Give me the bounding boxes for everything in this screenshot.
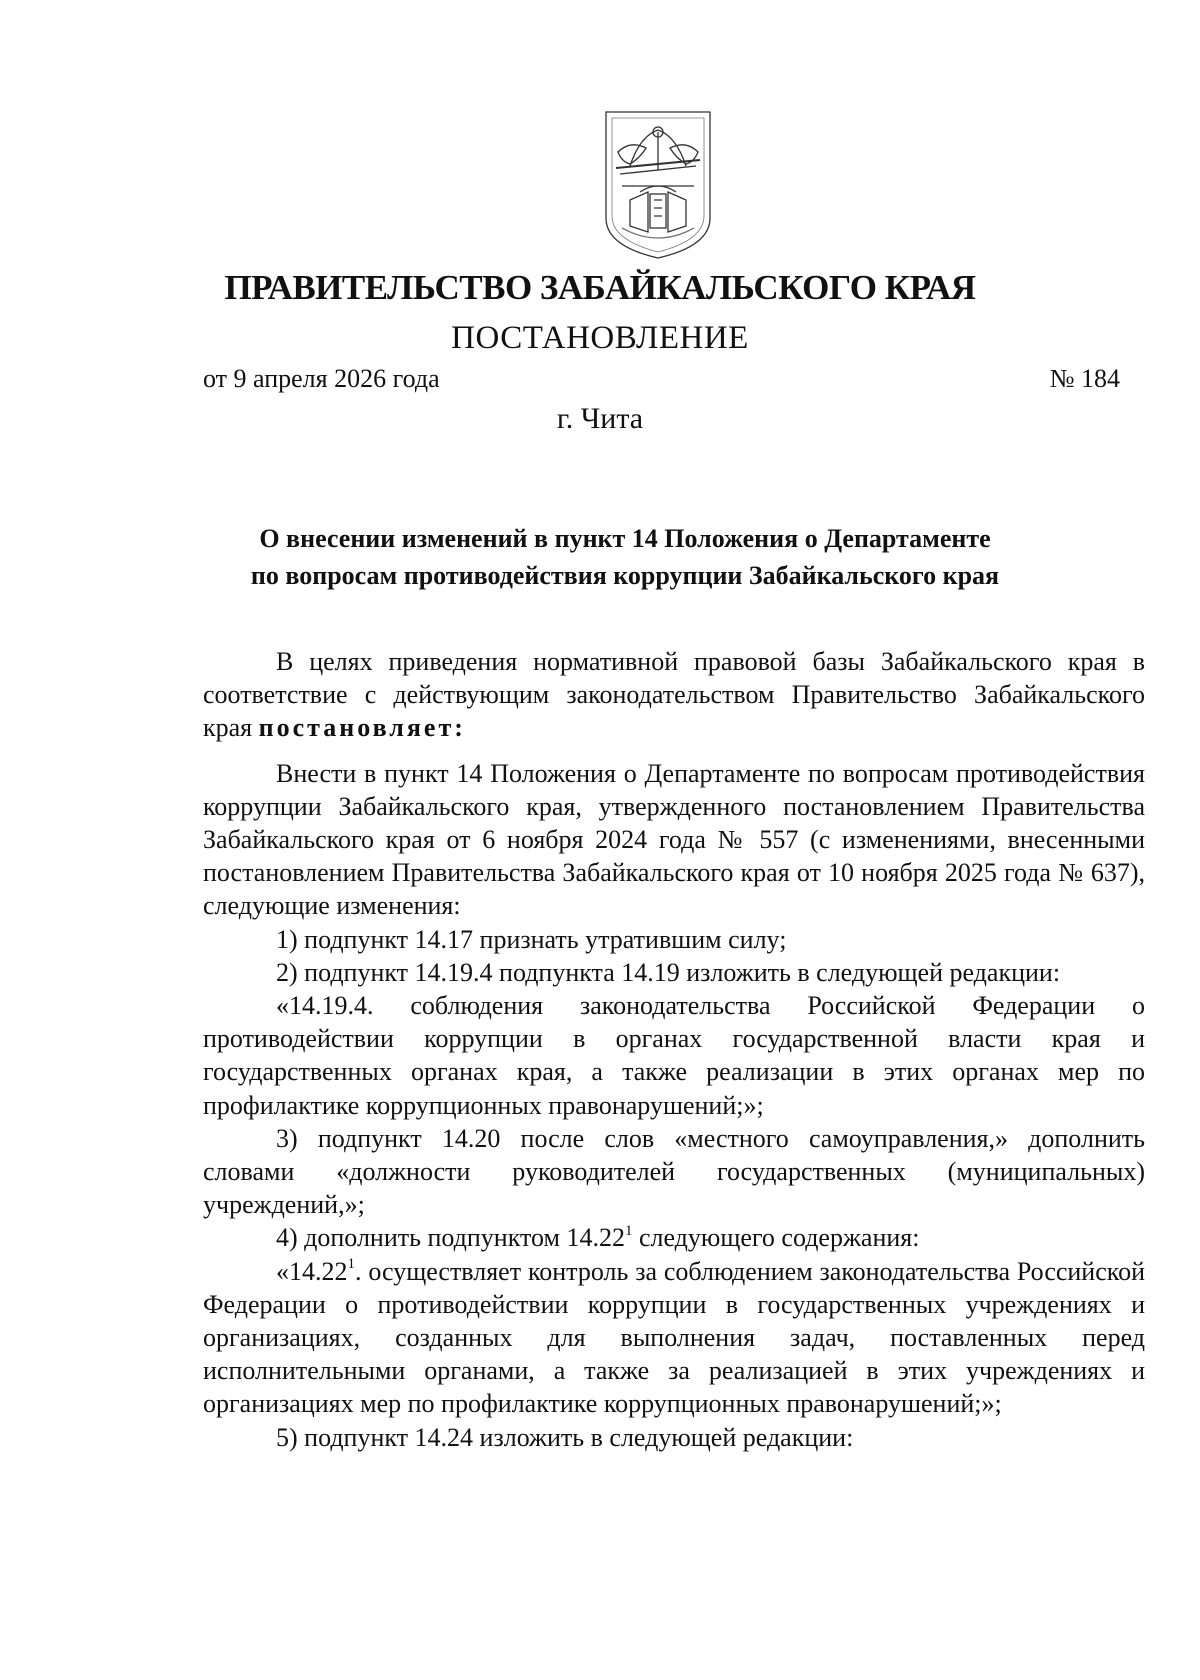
item-4-prefix: 4) дополнить подпунктом 14.22: [276, 1223, 625, 1253]
item-3: 3) подпункт 14.20 после слов «местного самоуправления,» дополнить словами «должности руководителей государственных (муниципальных) учреждений,»;: [203, 1123, 1145, 1220]
item-4-suffix: следующего содержания:: [632, 1223, 920, 1253]
subject-line-2: по вопросам противодействия коррупции Забайкальского края: [250, 561, 1000, 590]
subject-line-1: О внесении изменений в пункт 14 Положения о Департаменте: [259, 524, 991, 553]
item-2: 2) подпункт 14.19.4 подпункта 14.19 изложить в следующей редакции:: [276, 957, 1061, 987]
coat-of-arms-emblem: [600, 108, 716, 260]
item-1: 1) подпункт 14.17 признать утратившим силу;: [276, 924, 787, 954]
item-4-superscript: 1: [624, 1222, 633, 1239]
document-body: [203, 645, 1145, 1454]
item-4: [203, 1221, 1145, 1254]
document-subject: [150, 520, 1100, 594]
preamble-paragraph: [203, 645, 1145, 745]
intro-paragraph: Внести в пункт 14 Положения о Департаменте по вопросам противодействия коррупции Забайкальского края, утвержденного постановлением Правительства Забайкальского края от 6 ноября 2024 года № 557 (с изменениями, внесенными постановлением Правительства Забайкальского края от 10 ноября 2025 года № 637), следующие изменения:: [203, 758, 1145, 921]
item-4-quote-prefix: «14.22: [276, 1256, 348, 1286]
item-5: 5) подпункт 14.24 изложить в следующей редакции:: [276, 1422, 854, 1452]
preamble-text: В целях приведения нормативной правовой базы Забайкальского края в соответствие с действующим законодательством Правительство Забайкальского края: [203, 647, 1145, 743]
decree-word: постановляет:: [258, 713, 466, 743]
item-4-quote-superscript: 1: [347, 1256, 355, 1272]
organization-title: ПРАВИТЕЛЬСТВО ЗАБАЙКАЛЬСКОГО КРАЯ: [224, 268, 976, 307]
item-4-quote-text: . осуществляет контроль за соблюдением законодательства Российской Федерации о противодействии коррупции в государственных учреждениях и организациях, созданных для выполнения задач, поставленных перед исполнительными органами, а также за реализацией в этих учреждениях и организациях мер по профилактике коррупционных правонарушений;»;: [203, 1256, 1145, 1419]
document-city: г. Чита: [556, 402, 644, 435]
document-date: от 9 апреля 2026 года: [203, 364, 440, 393]
item-4-quote: [203, 1255, 1145, 1421]
document-type: ПОСТАНОВЛЕНИЕ: [451, 320, 749, 356]
item-2-quote: «14.19.4. соблюдения законодательства Российской Федерации о противодействии коррупции в органах государственной власти края и государственных органах края, а также реализации в этих органах мер по профилактике коррупционных правонарушений;»;: [203, 991, 1145, 1120]
document-number: № 184: [1049, 364, 1120, 393]
